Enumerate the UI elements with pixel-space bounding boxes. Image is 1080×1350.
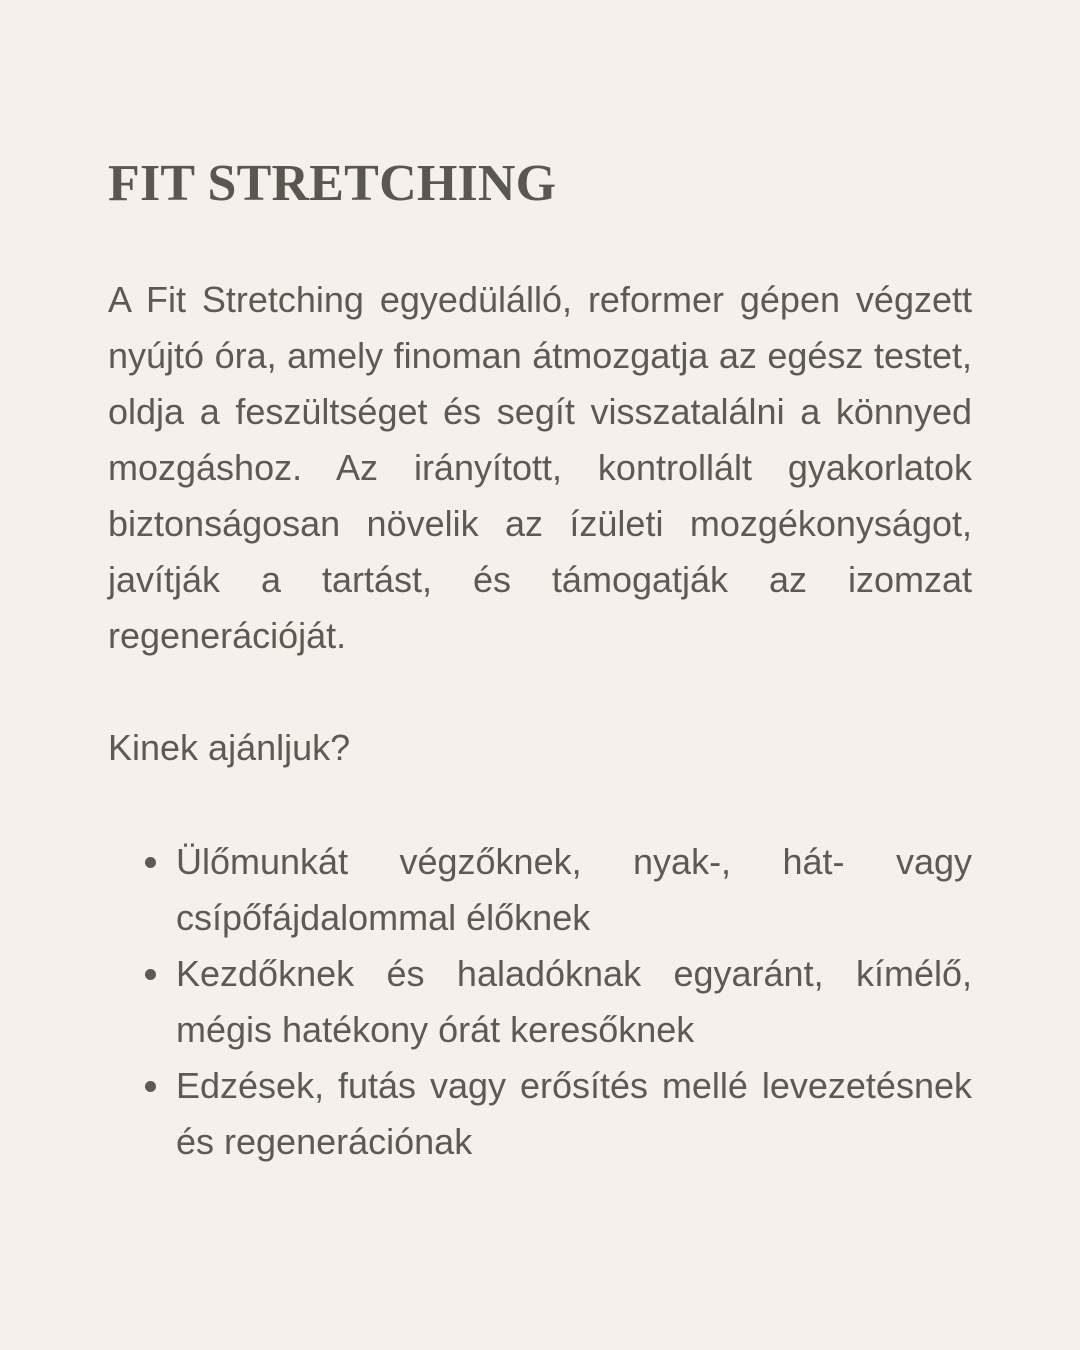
audience-item-text: Kezdőknek és haladóknak egyaránt, kímélő, mégis hatékony órát keresőknek [176,952,972,1050]
audience-list [108,834,972,1170]
audience-list-item [176,946,972,1058]
page-title: FIT STRETCHING [108,155,557,212]
audience-item-text: Ülőmunkát végzőknek, nyak-, hát- vagy csípőfájdalommal élőknek [176,840,972,938]
bullet-icon [145,969,156,980]
fit-stretching-content [108,150,972,1170]
intro-paragraph: A Fit Stretching egyedülálló, reformer gépen végzett nyújtó óra, amely finoman átmozgatja az egész testet, oldja a feszültséget és segít visszatalálni a könnyed mozgáshoz. Az irányított, kontrollált gyakorlatok biztonságosan növelik az ízületi mozgékonyságot, javítják a tartást, és támogatják az izomzat regenerációját. [108,278,972,656]
audience-list-item [176,834,972,946]
bullet-icon [145,857,156,868]
audience-heading: Kinek ajánljuk? [108,726,351,768]
audience-list-item [176,1058,972,1170]
audience-item-text: Edzések, futás vagy erősítés mellé levezetésnek és regenerációnak [176,1064,972,1162]
bullet-icon [145,1081,156,1092]
